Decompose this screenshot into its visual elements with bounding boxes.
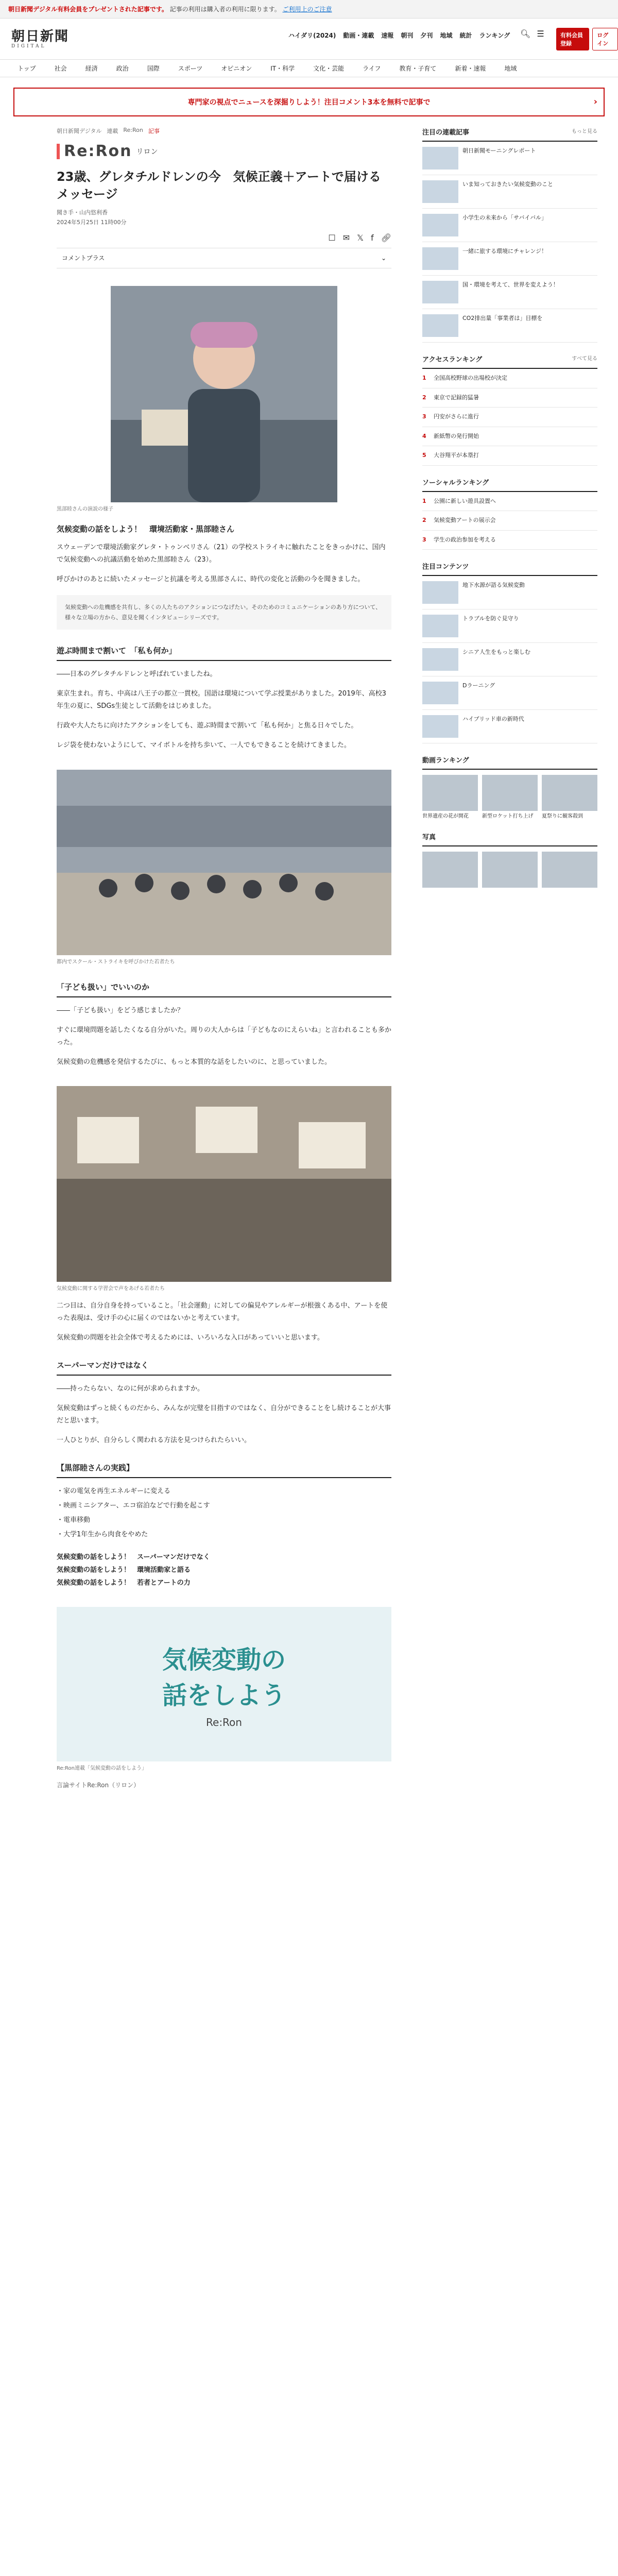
menu-icon[interactable]: ☰	[537, 29, 544, 39]
rank-number: 3	[422, 536, 426, 543]
logo-text: 朝日新聞	[11, 29, 70, 44]
related-link[interactable]: 気候変動の話をしよう！ スーパーマンだけでなく	[57, 1553, 210, 1562]
photo-thumbnail	[422, 852, 478, 888]
category-item[interactable]: 国際	[147, 65, 160, 72]
sidebar-item[interactable]	[422, 309, 597, 343]
rank-number: 2	[422, 517, 426, 523]
category-item[interactable]: IT・科学	[270, 65, 295, 72]
ranking-item[interactable]	[422, 531, 597, 550]
series-logo-mark	[57, 144, 60, 159]
category-item[interactable]: ライフ	[363, 65, 381, 72]
chevron-down-icon: ⌄	[381, 254, 386, 262]
thumbnail	[422, 247, 458, 270]
rank-number: 1	[422, 497, 426, 504]
ranking-item[interactable]	[422, 369, 597, 388]
photo-item[interactable]	[482, 852, 538, 888]
video-thumbnail	[422, 775, 478, 811]
rank-number: 1	[422, 375, 426, 381]
photo-item[interactable]	[422, 852, 478, 888]
category-item[interactable]: 教育・子育て	[399, 65, 437, 72]
article-title: 23歳、グレタチルドレンの今 気候正義＋アートで届けるメッセージ	[57, 170, 381, 201]
thumbnail	[422, 281, 458, 303]
content-label: 地下水源が語る気候変動	[462, 582, 525, 588]
article-photo	[57, 770, 391, 955]
sidebar-heading-label: 注目の連載記事	[422, 129, 470, 137]
header-nav-item[interactable]: 動画・連載	[343, 32, 374, 39]
gift-notice-text: 記事の利用は購入者の利用に限ります。	[167, 6, 281, 13]
banner-brand: Re:Ron	[206, 1716, 242, 1729]
banner-text: 気候変動の	[162, 1646, 286, 1675]
related-links	[57, 1551, 391, 1589]
content-label: Dラーニング	[462, 682, 495, 689]
rank-number: 3	[422, 413, 426, 420]
sidebar-item[interactable]	[422, 209, 597, 242]
sidebar-heading-label: 写真	[422, 834, 436, 841]
author: 聞き手・山内悠利香	[57, 209, 108, 216]
content-item[interactable]	[422, 576, 597, 609]
mail-icon[interactable]: ✉	[342, 232, 350, 243]
sidebar-item-label: 小学生の未来から「サバイバル」	[462, 214, 547, 221]
sidebar-heading	[422, 477, 597, 492]
series-logo-text: Re:Ron	[64, 142, 132, 160]
article-photo	[57, 1086, 391, 1282]
sidebar-heading	[422, 354, 597, 369]
sidebar-heading-label: ソーシャルランキング	[422, 479, 489, 487]
sidebar-item-label: いま知っておきたい気候変動のこと	[462, 181, 553, 188]
question: ――「子ども扱い」をどう感じましたか？	[57, 1006, 184, 1014]
paragraph: 気候変動の危機感を発信するたびに、もっと本質的な話をしたいのに、と思っていました。	[57, 1058, 332, 1066]
paragraph: 二つ目は、自分自身を持っていること。「社会運動」に対しての偏見やアレルギーが根強くある中、アートを使った表現は、受け手の心に届くのではないかと考えています。	[57, 1301, 388, 1322]
promo-banner[interactable]	[13, 88, 605, 116]
section-heading: スーパーマンだけではなく	[57, 1360, 391, 1376]
category-item[interactable]: 文化・芸能	[313, 65, 345, 72]
breadcrumb-item[interactable]: 連載	[107, 128, 118, 134]
video-label: 世界遺産の花が開花	[422, 814, 469, 819]
paragraph: 東京生まれ。育ち、中高は八王子の都立一貫校。国語は環境について学ぶ授業がありました。2019年、高校3年生の夏に、SDGs生徒として活動をはじめました。	[57, 690, 386, 710]
comment-plus-bar[interactable]	[57, 248, 391, 268]
site-header	[0, 19, 618, 60]
content-label: ハイブリッド車の新時代	[462, 716, 524, 722]
rank-number: 4	[422, 432, 426, 439]
ranking-item[interactable]	[422, 446, 597, 466]
breadcrumb	[57, 127, 391, 135]
ranking-label: 新紙幣の発行開始	[434, 432, 479, 439]
category-item[interactable]: 経済	[85, 65, 98, 72]
content-item[interactable]	[422, 643, 597, 676]
video-item[interactable]	[482, 775, 538, 820]
header-nav-item[interactable]: ランキング	[479, 32, 510, 39]
series-banner[interactable]	[57, 1607, 391, 1761]
sidebar-item-label: 朝日新聞モーニングレポート	[462, 147, 536, 154]
photo-protest	[57, 1086, 391, 1282]
byline	[57, 208, 391, 227]
photo-thumbnail	[542, 852, 597, 888]
sidebar-item[interactable]	[422, 175, 597, 209]
sidebar-item-label: CO2排出量「事業者は」目標を	[462, 315, 543, 321]
header-nav-item[interactable]: 速報	[381, 32, 394, 39]
category-item[interactable]: 政治	[116, 65, 129, 72]
content-item[interactable]	[422, 609, 597, 643]
sidebar-heading-label: 動画ランキング	[422, 757, 469, 765]
paragraph: 呼びかけのあとに続いたメッセージと抗議を考える黒部さんに、時代の変化と活動の今を聞きました。	[57, 575, 365, 583]
sidebar-item[interactable]	[422, 242, 597, 276]
chevron-right-icon: ›	[593, 96, 597, 107]
photo-caption: 気候変動に関する学習会で声をあげる若者たち	[57, 1285, 165, 1292]
promo-text: 専門家の視点でニュースを深掘りしよう！注目コメント3本を無料で記事で	[187, 98, 431, 107]
related-link[interactable]: 気候変動の話をしよう！ 環境活動家と語る	[57, 1566, 191, 1574]
photo-caption: 黒部睦さんの演説の様子	[57, 506, 113, 512]
header-nav-item[interactable]: ハイダリ(2024)	[288, 32, 336, 39]
content-label: シニア人生をもっと楽しむ	[462, 649, 530, 655]
thumbnail	[422, 180, 458, 203]
bookmark-icon[interactable]: ☐	[328, 232, 336, 243]
thumbnail	[422, 715, 458, 738]
thumbnail	[422, 581, 458, 604]
login-button[interactable]: ログイン	[592, 28, 618, 50]
site-logo[interactable]	[11, 26, 69, 49]
list-item: ・家の電気を再生エネルギーに変える	[57, 1487, 171, 1496]
more-link[interactable]: もっと見る	[572, 129, 597, 134]
sidebar-item[interactable]	[422, 276, 597, 309]
sidebar-item-label: 一緒に旅する環境にチャレンジ！	[462, 248, 547, 255]
series-logo[interactable]	[57, 142, 391, 160]
thumbnail	[422, 314, 458, 337]
breadcrumb-item[interactable]: 記事	[148, 128, 160, 134]
video-item[interactable]	[542, 775, 597, 820]
video-label: 夏祭りに観客殺到	[542, 814, 583, 819]
photo-caption: 都内でスクール・ストライキを呼びかけた若者たち	[57, 959, 175, 965]
related-link[interactable]: 気候変動の話をしよう！ 若者とアートの力	[57, 1579, 191, 1587]
section-heading: 【黒部睦さんの実践】	[57, 1462, 391, 1478]
category-nav	[0, 60, 618, 77]
rank-number: 5	[422, 452, 426, 459]
photo-speaker	[111, 286, 337, 502]
register-button[interactable]: 有料会員登録	[556, 28, 589, 50]
video-grid	[422, 775, 597, 820]
paragraph: 気候変動はずっと続くものだから、みんなが完璧を目指すのではなく、自分ができることをし続けることが大事だと思います。	[57, 1404, 391, 1425]
category-item[interactable]: スポーツ	[178, 65, 203, 72]
content-item[interactable]	[422, 676, 597, 710]
sidebar-item-label: 国・環境を考えて、世界を変えよう！	[462, 281, 559, 288]
facebook-icon[interactable]: f	[371, 232, 374, 243]
header-nav-item[interactable]: 朝刊	[401, 32, 414, 39]
video-label: 新型ロケット打ち上げ	[482, 814, 534, 819]
footer-note: 言論サイトRe:Ron（リロン）	[57, 1782, 140, 1789]
ranking-item[interactable]	[422, 492, 597, 512]
video-thumbnail	[542, 775, 597, 811]
header-icons	[520, 29, 544, 39]
section-heading: 遊ぶ時間まで割いて 「私も何か」	[57, 645, 391, 661]
sidebar-heading	[422, 561, 597, 576]
category-item[interactable]: トップ	[18, 65, 36, 72]
x-share-icon[interactable]: 𝕏	[357, 232, 364, 243]
series-description-box: 気候変動への危機感を共有し、多くの人たちのアクションにつなげたい。そのためのコミュニケーションのあり方について、様々な立場の方から、意見を聞くインタビューシリーズです。	[57, 595, 391, 630]
category-item[interactable]: 地域	[504, 65, 517, 72]
article-main	[57, 127, 391, 1791]
header-nav-item[interactable]: 地域	[440, 32, 453, 39]
photo-group	[57, 770, 391, 955]
gift-notice-bar	[0, 0, 618, 19]
ranking-item[interactable]	[422, 388, 597, 408]
publish-date: 2024年5月25日 11時00分	[57, 218, 127, 226]
ranking-label: 円安がさらに進行	[434, 413, 479, 420]
header-nav-item[interactable]: 夕刊	[420, 32, 433, 39]
ranking-label: 東京で記録的猛暑	[434, 394, 479, 401]
sidebar-heading-label: 注目コンテンツ	[422, 563, 469, 571]
photo-thumbnail	[482, 852, 538, 888]
ranking-label: 気候変動アートの展示会	[434, 517, 496, 523]
paragraph: スウェーデンで環境活動家グレタ・トゥンベリさん（21）の学校ストライキに触れたことをきっかけに、国内で気候変動への抗議活動を始めた黒部睦さん（23）。	[57, 543, 386, 564]
category-item[interactable]: 新着・速報	[455, 65, 486, 72]
list-item: ・大学1年生から肉食をやめた	[57, 1531, 148, 1539]
category-item[interactable]: オピニオン	[221, 65, 252, 72]
paragraph: 気候変動の問題を社会全体で考えるためには、いろいろな入口があっていいと思います。	[57, 1333, 324, 1342]
photo-item[interactable]	[542, 852, 597, 888]
logo-subtext: DIGITAL	[11, 44, 46, 49]
video-thumbnail	[482, 775, 538, 811]
sidebar-heading	[422, 127, 597, 142]
ranking-item[interactable]	[422, 511, 597, 531]
video-item[interactable]	[422, 775, 478, 820]
banner-text: 話をしよう	[162, 1681, 286, 1710]
list-item: ・映画ミニシアター、エコ宿泊などで行動を起こす	[57, 1502, 210, 1510]
thumbnail	[422, 147, 458, 170]
content-label: トラブルを防ぐ見守り	[462, 615, 519, 622]
ranking-label: 学生の政治参加を考える	[434, 536, 496, 543]
photo-grid	[422, 852, 597, 888]
paragraph: レジ袋を使わないようにして、マイボトルを持ち歩いて、一人でもできることを続けてきました。	[57, 741, 351, 750]
article-photo	[111, 286, 337, 502]
gift-notice-link[interactable]: ご利用上のご注意	[282, 6, 332, 13]
breadcrumb-item[interactable]: Re:Ron	[123, 127, 143, 133]
series-logo-kana: リロン	[136, 147, 158, 156]
comment-plus-label: コメントプラス	[62, 255, 105, 262]
search-icon[interactable]: 🔍︎	[520, 29, 531, 39]
ranking-label: 大谷翔平が本塁打	[434, 452, 479, 459]
header-buttons	[556, 28, 618, 50]
header-nav-item[interactable]: 統計	[459, 32, 472, 39]
sidebar	[422, 127, 597, 888]
interview-heading: 気候変動の話をしよう！ 環境活動家・黒部睦さん	[57, 524, 235, 534]
question: ――持ったらない、なのに何が求められますか。	[57, 1384, 204, 1393]
header-nav	[288, 31, 510, 40]
thumbnail	[422, 615, 458, 637]
photo-caption: Re:Ron連載「気候変動の話をしよう」	[57, 1766, 147, 1772]
sidebar-item[interactable]	[422, 142, 597, 175]
content-item[interactable]	[422, 710, 597, 743]
category-item[interactable]: 社会	[54, 65, 67, 72]
paragraph: 一人ひとりが、自分らしく関われる方法を見つけられたらいい。	[57, 1436, 251, 1444]
question: ――日本のグレタチルドレンと呼ばれていましたね。	[57, 670, 217, 679]
sidebar-heading	[422, 755, 597, 770]
link-icon[interactable]: 🔗︎	[381, 232, 391, 243]
list-item: ・電車移動	[57, 1516, 91, 1524]
thumbnail	[422, 682, 458, 704]
sidebar-heading-label: アクセスランキング	[422, 356, 483, 364]
paragraph: すぐに環境問題を話したくなる自分がいた。周りの大人からは「子どもなのにえらいね」と言われることも多かった。	[57, 1026, 392, 1046]
thumbnail	[422, 648, 458, 671]
paragraph: 行政や大人たちに向けたアクションをしても、遊ぶ時間まで割いて「私も何か」と焦る日々でした。	[57, 722, 358, 730]
ranking-label: 公園に新しい遊具設置へ	[434, 497, 496, 504]
ranking-label: 全国高校野球の出場校が決定	[434, 375, 507, 381]
rank-number: 2	[422, 394, 426, 401]
sidebar-heading	[422, 832, 597, 846]
section-heading: 「子ども扱い」でいいのか	[57, 981, 391, 997]
share-bar	[57, 233, 391, 243]
more-link[interactable]: すべて見る	[572, 356, 597, 362]
gift-notice-lead: 朝日新聞デジタル有料会員をプレゼントされた記事です。	[8, 6, 168, 13]
breadcrumb-item[interactable]: 朝日新聞デジタル	[57, 128, 102, 134]
ranking-item[interactable]	[422, 408, 597, 427]
thumbnail	[422, 214, 458, 236]
ranking-item[interactable]	[422, 427, 597, 447]
